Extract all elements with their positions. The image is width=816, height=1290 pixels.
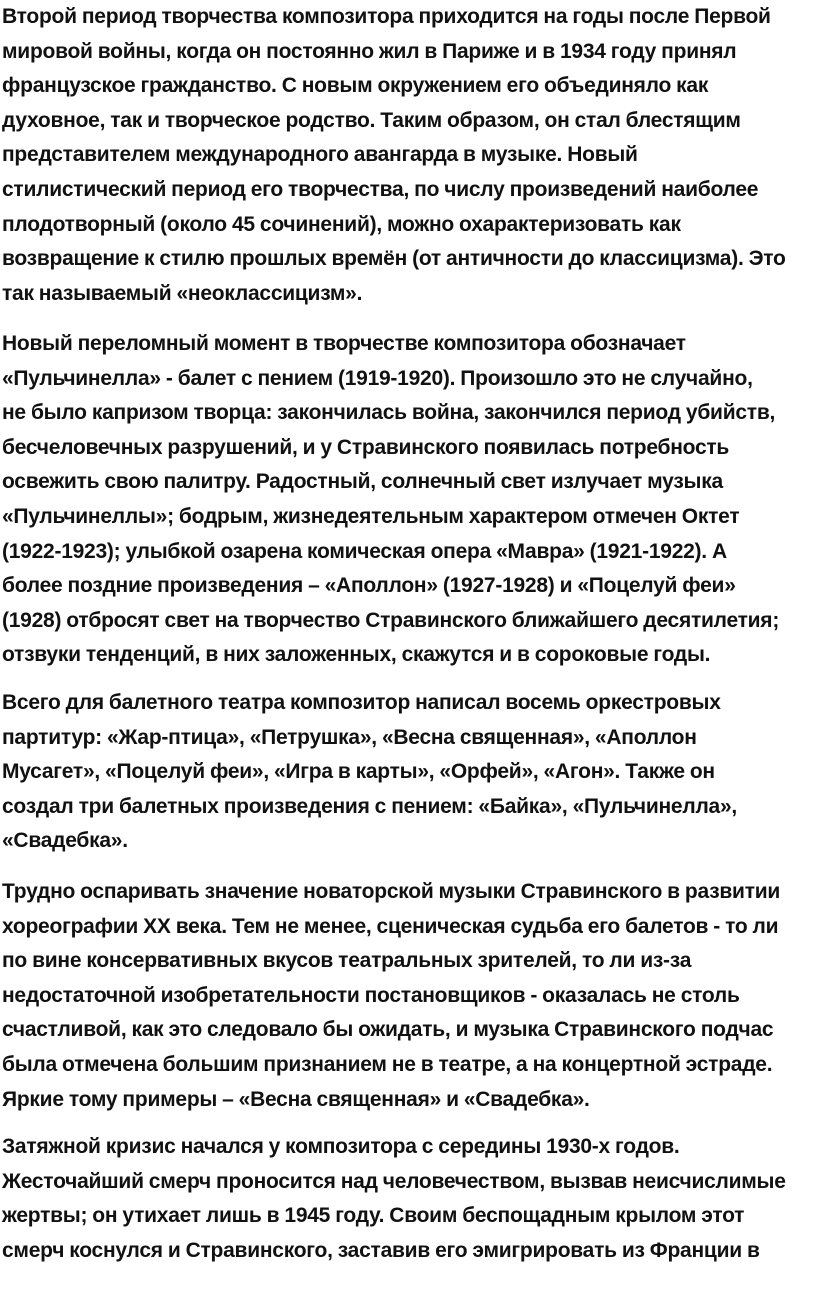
text-line: плодотворный (около 45 сочинений), можно охарактеризовать как xyxy=(2,212,681,236)
text-line: Жесточайший смерч проносится над человечеством, вызвав неисчислимые xyxy=(2,1169,786,1193)
text-line: была отмечена большим признанием не в театре, а на концертной эстраде. xyxy=(2,1052,773,1076)
text-line: Новый переломный момент в творчестве композитора обозначает xyxy=(2,332,686,355)
paragraph-ballet-scores xyxy=(2,686,737,859)
text-line: духовное, так и творческое родство. Таким образом, он стал блестящим xyxy=(2,108,741,132)
text-line: освежить свою палитру. Радостный, солнечный свет излучает музыка xyxy=(2,470,723,494)
text-line: так называемый «неоклассицизм». xyxy=(2,281,363,305)
text-line: смерч коснулся и Стравинского, заставив его эмигрировать из Франции в xyxy=(2,1238,760,1262)
text-line: Второй период творчества композитора приходится на годы после Первой xyxy=(2,5,771,28)
text-line: партитур: «Жар-птица», «Петрушка», «Весна священная», «Аполлон xyxy=(2,725,697,749)
text-line: мировой войны, когда он постоянно жил в Париже и в 1934 году принял xyxy=(2,39,737,63)
text-line: недостаточной изобретательности постановщиков - оказалась не столь xyxy=(2,983,740,1007)
paragraph-choreography xyxy=(2,875,780,1117)
text-line: Всего для балетного театра композитор написал восемь оркестровых xyxy=(2,691,721,714)
text-line: более поздние произведения – «Аполлон» (1927-1928) и «Поцелуй феи» xyxy=(2,574,736,598)
text-line: не было капризом творца: закончилась война, закончился период убийств, xyxy=(2,401,776,425)
text-line: (1928) отбросят свет на творчество Стравинского ближайшего десятилетия; xyxy=(2,608,780,632)
text-line: Трудно оспаривать значение новаторской музыки Стравинского в развитии xyxy=(2,880,781,903)
text-line: Мусагет», «Поцелуй феи», «Игра в карты», «Орфей», «Агон». Также он xyxy=(2,760,715,784)
text-line: французское гражданство. С новым окружением его объединяло как xyxy=(2,74,709,98)
text-line: отзвуки тенденций, в них заложенных, скажутся и в сороковые годы. xyxy=(2,643,711,667)
paragraph-pulcinella xyxy=(2,327,779,673)
text-line: «Пульчинелла» - балет с пением (1919-1920). Произошло это не случайно, xyxy=(2,366,753,390)
text-line: хореографии XX века. Тем не менее, сценическая судьба его балетов - то ли xyxy=(2,914,779,938)
text-line: представителем международного авангарда в музыке. Новый xyxy=(2,143,638,167)
text-line: (1922-1923); улыбкой озарена комическая опера «Мавра» (1921-1922). А xyxy=(2,539,727,563)
paragraph-crisis xyxy=(2,1130,786,1268)
text-line: Затяжной кризис начался у композитора с середины 1930-х годов. xyxy=(2,1135,680,1158)
text-line: Яркие тому примеры – «Весна священная» и «Свадебка». xyxy=(2,1087,590,1111)
text-line: бесчеловечных разрушений, и у Стравинского появилась потребность xyxy=(2,435,730,459)
text-line: по вине консервативных вкусов театральных зрителей, то ли из-за xyxy=(2,949,692,973)
text-line: «Пульчинеллы»; бодрым, жизнедеятельным характером отмечен Октет xyxy=(2,504,740,528)
text-line: жертвы; он утихает лишь в 1945 году. Своим беспощадным крылом этот xyxy=(2,1204,745,1228)
text-line: стилистический период его творчества, по числу произведений наиболее xyxy=(2,177,759,201)
text-line: возвращение к стилю прошлых времён (от античности до классицизма). Это xyxy=(2,247,786,271)
text-line: счастливой, как это следовало бы ожидать, и музыка Стравинского подчас xyxy=(2,1018,774,1042)
paragraph-second-period xyxy=(2,0,786,311)
text-line: создал три балетных произведения с пением: «Байка», «Пульчинелла», xyxy=(2,794,737,818)
text-line: «Свадебка». xyxy=(2,829,128,853)
